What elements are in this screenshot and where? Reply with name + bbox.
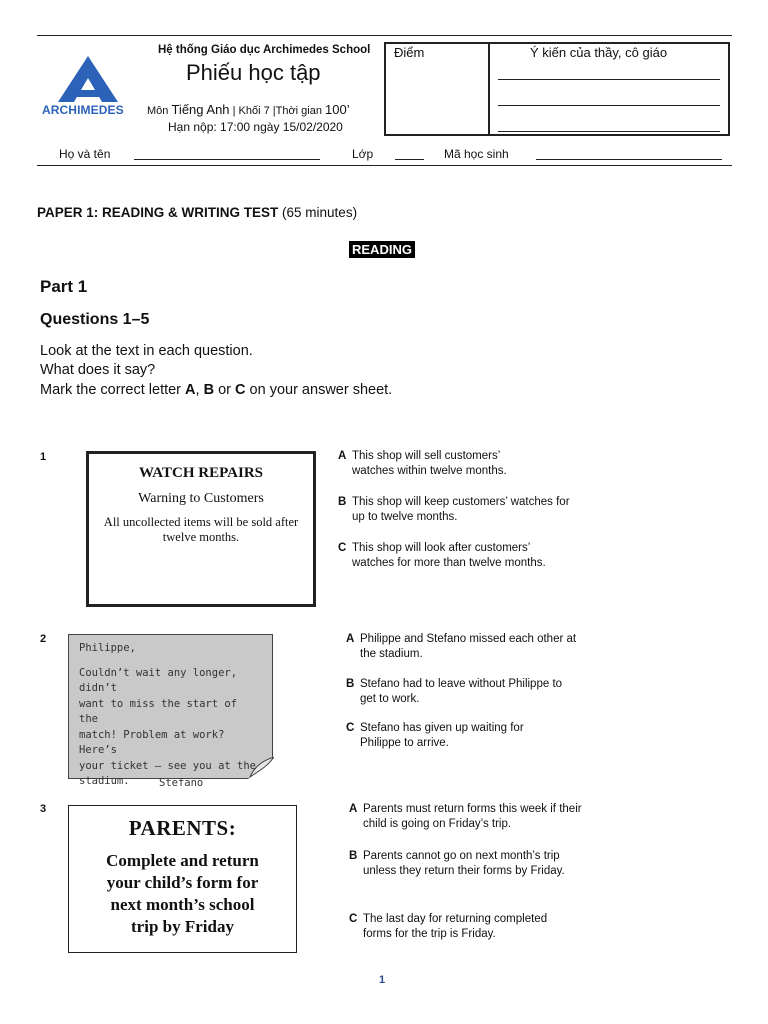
- grade-info: | Khối 7 |: [232, 105, 276, 117]
- archimedes-logo-icon: [58, 56, 118, 102]
- option-letter: A: [338, 450, 347, 462]
- questions-heading: Questions 1–5: [40, 311, 150, 328]
- note-line: match! Problem at work? Here’s: [79, 728, 225, 756]
- option-c[interactable]: [349, 912, 578, 942]
- deadline-label: Hạn nộp:: [168, 120, 217, 134]
- sign-body-line: your child’s form for: [106, 873, 259, 892]
- option-letter: B: [349, 850, 358, 862]
- deadline-mid: ngày: [253, 120, 280, 134]
- sign-heading: PARENTS:: [128, 816, 237, 840]
- option-letter: C: [349, 913, 358, 925]
- sign-heading: WATCH REPAIRS: [138, 465, 264, 481]
- page-curl-icon: [247, 757, 274, 780]
- name-field[interactable]: [134, 159, 320, 160]
- time-value: 100’: [325, 102, 350, 117]
- option-text: Philippe and Stefano missed each other at the stadium.: [360, 633, 577, 660]
- option-c[interactable]: [346, 721, 560, 751]
- option-letter: A: [349, 803, 358, 815]
- header-bottom-rule: [37, 165, 732, 166]
- top-rule: [37, 35, 732, 36]
- page-title: Phiếu học tập: [186, 60, 321, 85]
- option-letter: C: [346, 722, 355, 734]
- note-line: your ticket – see you at the: [79, 759, 257, 772]
- subject-line: [147, 102, 350, 117]
- option-letter: C: [338, 542, 347, 554]
- option-text: This shop will sell customers’ watches within twelve months.: [352, 450, 507, 477]
- class-label: Lớp: [352, 147, 374, 161]
- sign-body: All uncollected items will be sold after twelve months.: [103, 515, 299, 544]
- deadline-line: [168, 120, 343, 134]
- option-c[interactable]: [338, 541, 572, 571]
- option-text: Parents cannot go on next month’s trip unless they return their forms by Friday.: [363, 850, 565, 877]
- option-text: The last day for returning completed forms for the trip is Friday.: [363, 913, 548, 940]
- option-text: This shop will look after customers’ watches for more than twelve months.: [352, 542, 546, 569]
- option-text: Parents must return forms this week if their child is going on Friday’s trip.: [363, 803, 582, 830]
- paper-name: PAPER 1: READING & WRITING TEST: [37, 205, 279, 220]
- option-text: This shop will keep customers’ watches for up to twelve months.: [352, 496, 570, 523]
- school-name: Hệ thống Giáo dục Archimedes School: [158, 44, 371, 56]
- subject-prefix: Môn: [147, 105, 169, 117]
- option-a[interactable]: [349, 802, 593, 832]
- sign-body-line: next month’s school: [110, 895, 255, 914]
- option-a[interactable]: [338, 449, 532, 479]
- parents-sign: [68, 805, 297, 953]
- section-badge: READING: [349, 241, 415, 258]
- student-id-label: Mã học sinh: [444, 147, 509, 161]
- grade-box-divider: [488, 44, 490, 134]
- comment-line[interactable]: [498, 131, 720, 132]
- sign-body-line: trip by Friday: [131, 917, 234, 936]
- part-title: Part 1: [40, 277, 88, 296]
- paper-title: [37, 205, 357, 220]
- instruction-line: Look at the text in each question.: [40, 343, 253, 359]
- comment-label: Ý kiến của thầy, cô giáo: [530, 45, 668, 60]
- comment-line[interactable]: [498, 105, 720, 106]
- note-greeting: Philippe,: [79, 642, 136, 654]
- comment-line[interactable]: [498, 79, 720, 80]
- watch-repairs-sign: [86, 451, 316, 607]
- question-number: 1: [40, 451, 47, 463]
- option-b[interactable]: [346, 677, 580, 707]
- student-id-field[interactable]: [536, 159, 722, 160]
- deadline-time: 17:00: [220, 120, 251, 134]
- note-line: stadium.: [79, 775, 130, 787]
- deadline-date: 15/02/2020: [282, 120, 343, 134]
- question-number: 3: [40, 803, 47, 815]
- option-letter: B: [346, 678, 355, 690]
- instruction-line: What does it say?: [40, 362, 156, 378]
- question-number: 2: [40, 633, 47, 645]
- note-line: want to miss the start of the: [79, 697, 238, 725]
- logo-text: ARCHIMEDES: [42, 103, 124, 117]
- class-field[interactable]: [395, 159, 424, 160]
- sign-subheading: Warning to Customers: [138, 491, 264, 506]
- paper-duration: (65 minutes): [282, 205, 358, 220]
- time-label: Thời gian: [275, 105, 322, 117]
- note-signature: Stefano: [159, 776, 204, 789]
- option-letter: A: [346, 633, 355, 645]
- option-text: Stefano had to leave without Philippe to get to work.: [360, 678, 563, 705]
- note-card: [68, 634, 273, 789]
- option-text: Stefano has given up waiting for Philippe to arrive.: [360, 722, 524, 749]
- option-b[interactable]: [338, 495, 582, 525]
- note-line: Couldn’t wait any longer, didn’t: [79, 666, 238, 694]
- option-b[interactable]: [349, 849, 578, 879]
- sign-body-line: Complete and return: [106, 851, 259, 870]
- score-label: Điểm: [394, 45, 425, 60]
- subject-name: Tiếng Anh: [171, 102, 230, 117]
- name-label: Họ và tên: [59, 147, 111, 161]
- instruction-line: Mark the correct letter A, B or C on your answer sheet.: [40, 382, 393, 398]
- option-a[interactable]: [346, 632, 595, 662]
- option-letter: B: [338, 496, 347, 508]
- page-number: 1: [379, 974, 386, 986]
